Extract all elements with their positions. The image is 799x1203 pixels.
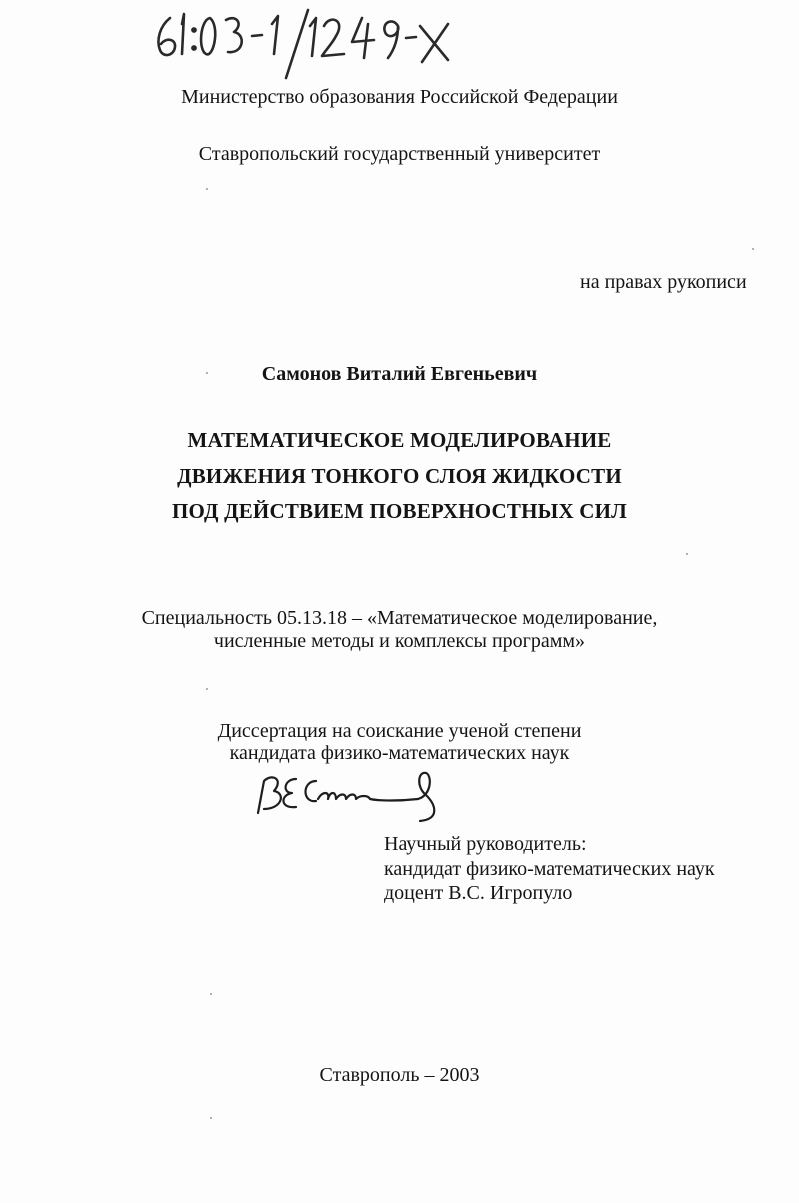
specialty-line: Специальность 05.13.18 – «Математическое моделирование, [141, 607, 658, 629]
degree-line: кандидата физико-математических наук [229, 742, 570, 764]
scan-speck [752, 248, 754, 250]
university-line: Ставропольский государственный университет [198, 143, 601, 165]
manuscript-note: на правах рукописи [580, 271, 747, 293]
place-year: Ставрополь – 2003 [319, 1064, 480, 1086]
scan-speck [206, 688, 208, 690]
scan-speck [210, 1117, 212, 1119]
specialty-line: численные методы и комплексы программ» [213, 630, 586, 652]
ministry-line: Министерство образования Российской Федерации [181, 86, 618, 108]
title-line: ДВИЖЕНИЯ ТОНКОГО СЛОЯ ЖИДКОСТИ [177, 464, 622, 488]
supervisor-line: доцент В.С. Игропуло [384, 882, 573, 904]
degree-line: Диссертация на соискание ученой степени [217, 720, 582, 742]
handwritten-archive-code [148, 4, 468, 82]
author-signature [250, 765, 460, 825]
scan-speck [206, 372, 208, 374]
scan-speck [686, 553, 688, 555]
title-line: ПОД ДЕЙСТВИЕМ ПОВЕРХНОСТНЫХ СИЛ [171, 499, 628, 523]
author-name: Самонов Виталий Евгеньевич [261, 363, 538, 385]
supervisor-line: Научный руководитель: [384, 833, 587, 855]
scan-speck [206, 188, 208, 190]
supervisor-line: кандидат физико-математических наук [384, 858, 715, 880]
title-line: МАТЕМАТИЧЕСКОЕ МОДЕЛИРОВАНИЕ [187, 428, 612, 452]
scan-speck [210, 993, 212, 995]
